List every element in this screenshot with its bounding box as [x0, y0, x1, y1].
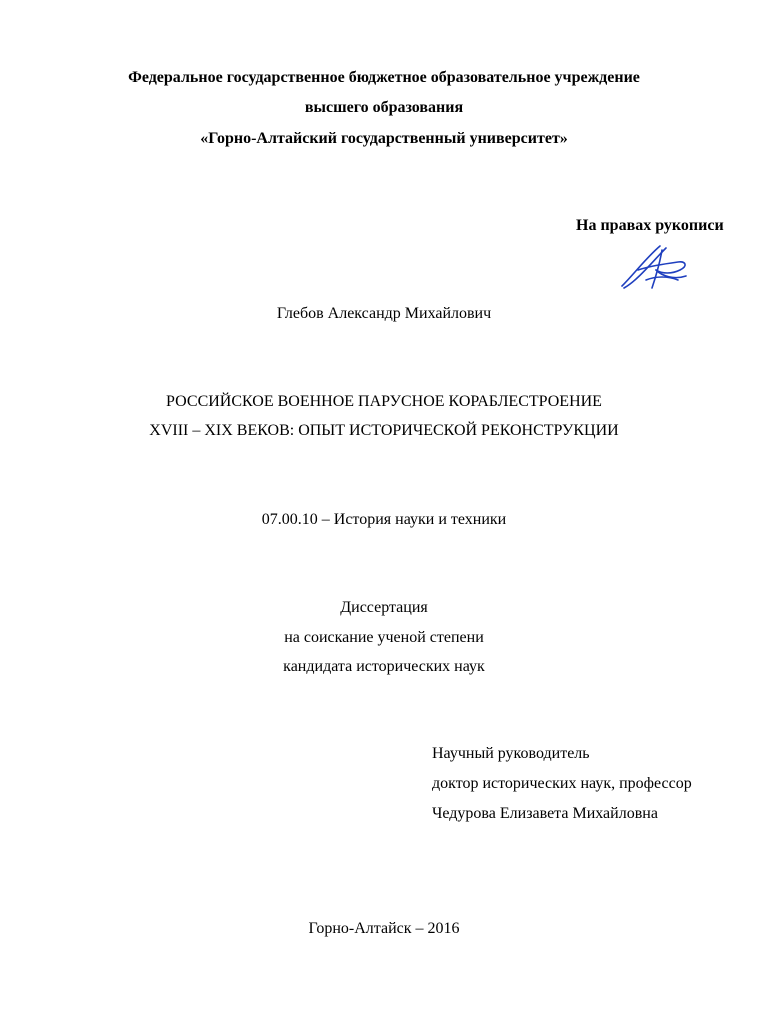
dissertation-line-2: на соискание ученой степени [284, 629, 484, 646]
dissertation-line-3: кандидата исторических наук [283, 658, 485, 675]
manuscript-note: На правах рукописи [576, 217, 724, 234]
place-and-year: Горно-Алтайск – 2016 [308, 920, 460, 937]
supervisor-line-3: Чедурова Елизавета Михайловна [432, 805, 658, 822]
author-name: Глебов Александр Михайлович [276, 305, 492, 322]
institution-line-2: высшего образования [304, 99, 464, 116]
specialty-name: – История науки и техники [321, 511, 507, 528]
title-line-1: РОССИЙСКОЕ ВОЕННОЕ ПАРУСНОЕ КОРАБЛЕСТРОЕНИЕ [166, 393, 602, 410]
institution-line-3: «Горно-Алтайский государственный университет» [200, 130, 568, 147]
supervisor-line-1: Научный руководитель [432, 745, 590, 762]
title-line-2: XVIII – XIX ВЕКОВ: ОПЫТ ИСТОРИЧЕСКОЙ РЕКОНСТРУКЦИИ [149, 422, 619, 439]
signature-image [616, 240, 696, 292]
dissertation-line-1: Диссертация [340, 599, 428, 616]
specialty [0, 510, 768, 530]
specialty-code: 07.00.10 [261, 511, 318, 528]
supervisor-line-2: доктор исторических наук, профессор [432, 775, 692, 792]
institution-line-1: Федеральное государственное бюджетное образовательное учреждение [128, 69, 640, 86]
